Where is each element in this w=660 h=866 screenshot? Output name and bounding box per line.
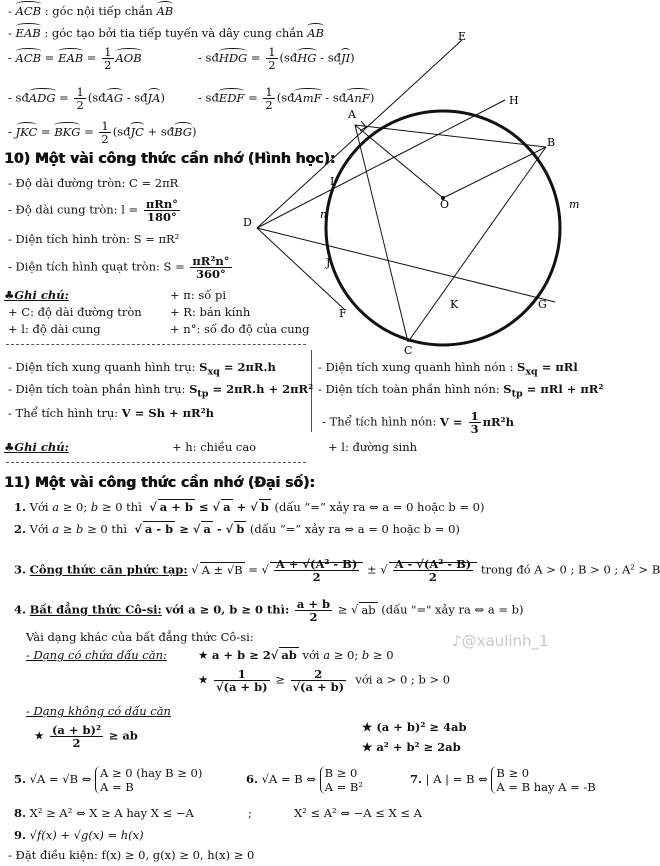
sector-area: - Diện tích hình quạt tròn: S = $\frac{\text{πR²n°}}{360^\circ}$ — [8, 254, 230, 281]
no-root-label: - Dạng không có dấu căn — [26, 704, 171, 718]
cyl-lateral: - Diện tích xung quanh hình trụ: $S_{xq} = 2\pi R.h$ — [8, 360, 276, 378]
note-pi: + π: số pi — [170, 288, 227, 302]
top-line-4-right: - sđEDF = $\frac{1}{2}$ (sđAmF - sđAnF) — [198, 85, 375, 112]
label-J: J — [326, 256, 331, 269]
note-n: + n°: số đo độ của cung — [170, 322, 310, 336]
formula-8b: X² ≤ A² ⇔ −A ≤ X ≤ A — [294, 806, 422, 820]
label-D: D — [243, 216, 252, 229]
label-n: n — [320, 208, 328, 221]
cyl-volume: - Thể tích hình trụ: V = Sh + πR²h — [8, 406, 215, 420]
tiktok-icon: ♪ — [452, 632, 462, 650]
formula-9-condition: - Đặt điều kiện: f(x) ≥ 0, g(x) ≥ 0, h(x) ≥ 0 — [8, 848, 255, 862]
cone-volume: - Thể tích hình nón: V = $\frac{1}{3}$ πR²h — [322, 409, 514, 436]
arc-length: - Độ dài cung tròn: l = $\frac{\text{πRn°}}{180^\circ}$ — [8, 197, 178, 224]
label-H: H — [509, 94, 519, 107]
formula-8: 8. X² ≥ A² ⇔ X ≥ A hay X ≤ −A — [14, 806, 194, 820]
top-line-3-right: - sđHDG = $\frac{1}{2}$ (sđHG - sđJI) — [198, 45, 355, 72]
formula-1: 1. Với a ≥ 0; b ≥ 0 thì √ a + b ≤ √ a + √ b (dấu “=” xảy ra ⇔ a = 0 hoặc b = 0) — [14, 500, 485, 514]
geometry-note-label: ♣Ghi chú: — [4, 288, 69, 302]
with-root-1: ★ a + b ≥ 2√ ab với a ≥ 0; b ≥ 0 — [198, 648, 394, 662]
divider-1 — [6, 344, 306, 345]
solids-note-label: ♣Ghi chú: — [4, 440, 69, 454]
formula-9: 9. √f(x) + √g(x) = h(x) — [14, 828, 144, 842]
circle-area: - Diện tích hình tròn: S = πR² — [8, 232, 180, 246]
circumference: - Độ dài đường tròn: C = 2πR — [8, 176, 179, 190]
cone-lateral: - Diện tích xung quanh hình nón : $S_{xq} = \pi Rl$ — [318, 360, 578, 378]
cosi-variants: Vài dạng khác của bất đẳng thức Cô-si: — [26, 630, 254, 644]
top-line-1: - ACB : góc nội tiếp chắn AB — [8, 4, 174, 18]
note-l: + l: độ dài cung — [8, 322, 101, 336]
label-B: B — [547, 136, 556, 149]
top-line-5: - JKC = BKG = $\frac{1}{2}$ (sđJC + sđBG) — [8, 119, 197, 146]
formula-3: 3. Công thức căn phức tạp: √ A ± √B = √ $\frac{\text{A + √(A² - B)}}{2}$ ± √ $\frac{\text{A - √(A² - B)}}{2}$ trong đó A > 0 ; B > 0 ; A² > B — [14, 557, 660, 584]
formula-2: 2. Với a ≥ b ≥ 0 thì √ a - b ≥ √ a - √ b (dấu “=” xảy ra ⇔ a = 0 hoặc b = 0) — [14, 522, 460, 536]
note-c: + C: độ dài đường tròn — [8, 305, 142, 319]
note-slant: + l: đường sinh — [328, 440, 418, 454]
label-A: A — [348, 108, 356, 121]
formula-8-sep: ; — [248, 806, 252, 820]
formula-6: 6. √A = B ⇔ B ≥ 0 A = B² — [246, 766, 363, 794]
formula-7: 7. | A | = B ⇔ B ≥ 0 A = B hay A = -B — [410, 766, 596, 794]
note-h: + h: chiều cao — [172, 440, 257, 454]
note-r: + R: bán kính — [170, 305, 251, 319]
formula-5: 5. √A = √B ⇔ A ≥ 0 (hay B ≥ 0) A = B — [14, 766, 203, 794]
label-E: E — [458, 30, 467, 43]
formula-4: 4. Bất đẳng thức Cô-si: với a ≥ 0, b ≥ 0 thì: $\frac{a + b}{2}$ ≥ √ ab (dấu "=" xảy ra ⇔ a = b) — [14, 597, 524, 624]
top-line-2: - EAB : góc tạo bởi tia tiếp tuyến và dây cung chắn AB — [8, 26, 324, 40]
cone-total: - Diện tích toàn phần hình nón: $S_{tp} = \pi Rl + \pi R^2$ — [318, 382, 604, 400]
label-G: G — [538, 298, 547, 311]
label-K: K — [450, 298, 459, 311]
with-root-2: ★ $\frac{1}{√(a + b)}$ ≥ $\frac{2}{√(a + b)}$ với a > 0 ; b > 0 — [198, 667, 451, 694]
label-O: O — [440, 198, 450, 211]
watermark: ♪@xaulinh_1 — [452, 632, 549, 650]
no-root-1: ★ $\frac{\text{(a + b)²}}{2}$ ≥ ab — [34, 723, 138, 750]
top-line-4: - sđADG = $\frac{1}{2}$ (sđAG - sđJA) — [8, 85, 165, 112]
with-root-label: - Dạng có chứa dấu căn: — [26, 648, 167, 662]
label-m: m — [569, 198, 580, 211]
top-line-3: - ACB = EAB = $\frac{1}{2}$ AOB — [8, 45, 142, 72]
section-11-title: 11) Một vài công thức cần nhớ (Đại số): — [4, 475, 315, 491]
divider-2 — [6, 462, 306, 463]
no-root-2: ★ (a + b)² ≥ 4ab — [362, 720, 467, 734]
no-root-3: ★ a² + b² ≥ 2ab — [362, 740, 461, 754]
section-10-title: 10) Một vài công thức cần nhớ (Hình học): — [4, 151, 336, 167]
label-C: C — [404, 344, 413, 357]
label-F: F — [339, 307, 347, 320]
cyl-total: - Diện tích toàn phần hình trụ: $S_{tp} = 2\pi R.h + 2\pi R^2$ — [8, 382, 314, 400]
label-I: I — [330, 175, 335, 188]
